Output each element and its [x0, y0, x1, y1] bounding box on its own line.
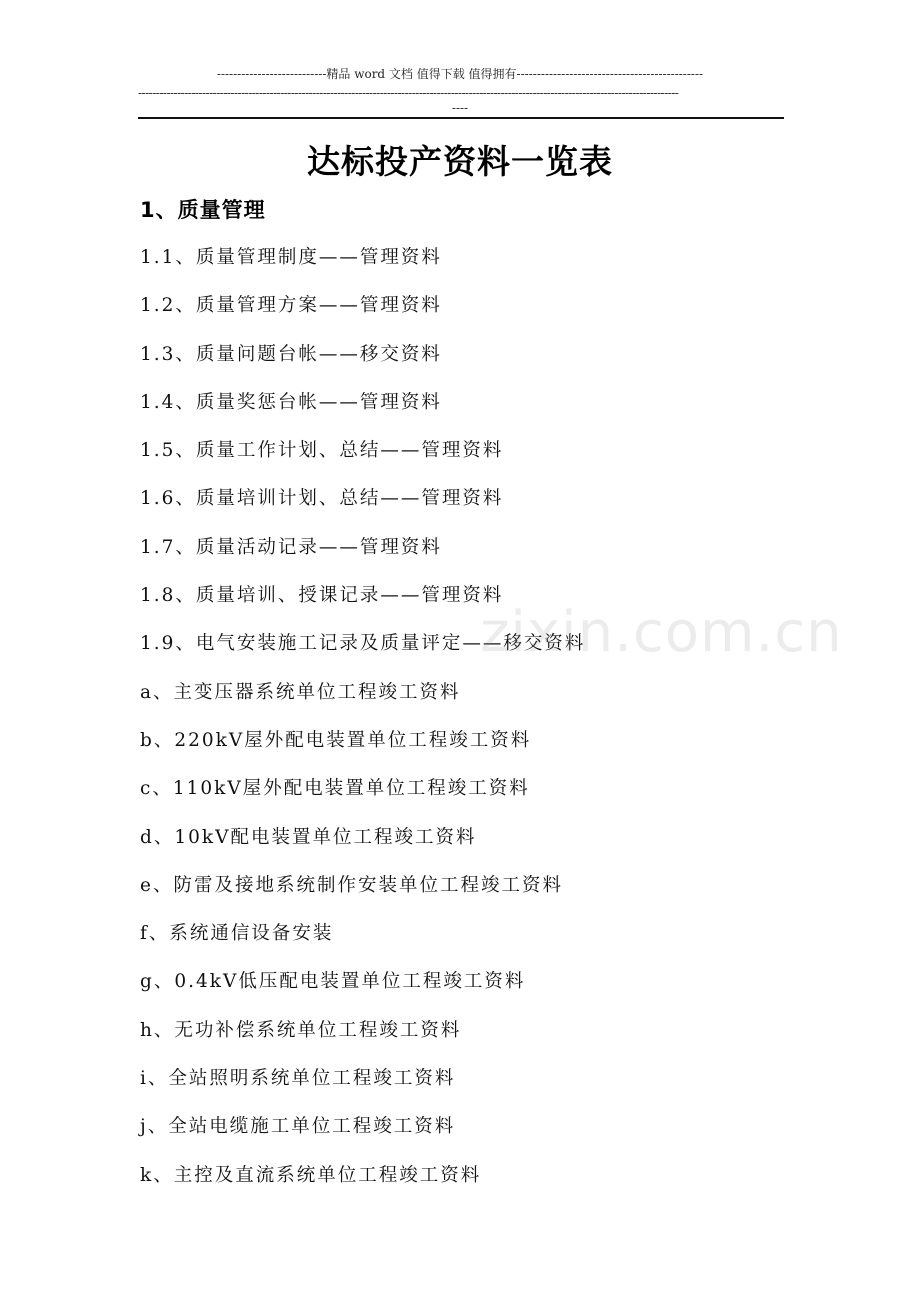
document-title: 达标投产资料一览表	[307, 142, 613, 181]
list-item: a、主变压器系统单位工程竣工资料	[140, 681, 461, 703]
list-item: 1.1、质量管理制度——管理资料	[140, 247, 442, 268]
list-item: e、防雷及接地系统制作安装单位工程竣工资料	[140, 874, 563, 896]
item-list	[140, 240, 780, 1206]
list-item: j、全站电缆施工单位工程竣工资料	[140, 1116, 456, 1138]
page-header-dashes-tail: ----	[451, 101, 469, 115]
list-item: i、全站照明系统单位工程竣工资料	[140, 1068, 456, 1090]
list-item: k、主控及直流系统单位工程竣工资料	[140, 1164, 482, 1186]
list-item: c、110kV屋外配电装置单位工程竣工资料	[140, 778, 530, 800]
list-item: 1.8、质量培训、授课记录——管理资料	[140, 585, 504, 607]
page-header-banner: ---------------------------精品 word 文档 值得下载 值得拥有----------------------------------------------	[216, 67, 704, 81]
list-item: 1.3、质量问题台帐——移交资料	[140, 343, 442, 365]
list-item: 1.7、质量活动记录——管理资料	[140, 536, 442, 558]
list-item: 1.9、电气安装施工记录及质量评定——移交资料	[140, 633, 586, 655]
section-heading: 1、质量管理	[140, 198, 266, 222]
list-item: h、无功补偿系统单位工程竣工资料	[140, 1019, 462, 1041]
list-item: g、0.4kV低压配电装置单位工程竣工资料	[140, 971, 526, 993]
list-item: 1.2、质量管理方案——管理资料	[140, 295, 442, 317]
list-item: f、系统通信设备安装	[140, 923, 334, 945]
list-item: b、220kV屋外配电装置单位工程竣工资料	[140, 729, 532, 751]
list-item: 1.6、质量培训计划、总结——管理资料	[140, 488, 504, 510]
watermark: zixin.com.cn	[480, 600, 843, 665]
list-item: 1.5、质量工作计划、总结——管理资料	[140, 440, 504, 462]
list-item: 1.4、质量奖惩台帐——管理资料	[140, 391, 442, 413]
header-divider	[138, 117, 784, 119]
list-item: d、10kV配电装置单位工程竣工资料	[140, 826, 477, 848]
page-header-dashes: --------------------------------------------------------------------------------------------------------------------------------------------------------	[138, 86, 679, 100]
